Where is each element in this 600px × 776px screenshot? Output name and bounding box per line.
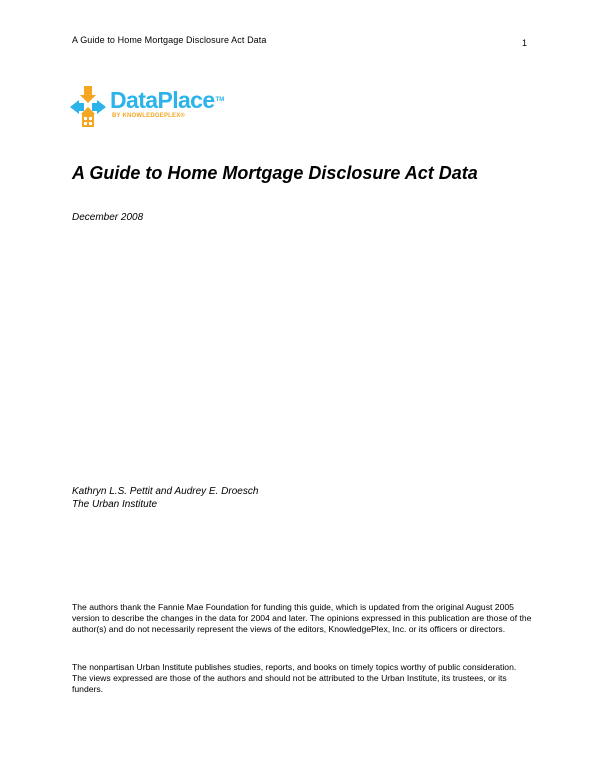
author-affiliation: The Urban Institute bbox=[72, 499, 158, 510]
document-title: A Guide to Home Mortgage Disclosure Act Data bbox=[72, 163, 478, 183]
author-block bbox=[72, 485, 258, 511]
dataplace-logo-icon bbox=[70, 86, 110, 128]
logo-tagline: BY KNOWLEDGEPLEX® bbox=[112, 113, 186, 119]
logo-trademark: TM bbox=[215, 97, 225, 103]
dataplace-logo bbox=[70, 86, 245, 130]
page-number: 1 bbox=[522, 38, 528, 48]
author-names: Kathryn L.S. Pettit and Audrey E. Droesch bbox=[72, 486, 259, 497]
disclaimer-paragraph: The nonpartisan Urban Institute publishes studies, reports, and books on timely topics worthy of public consideration. The views expressed are those of the authors and should not be attributed to the Urban Institute, its trustees, or its funders. bbox=[72, 662, 517, 694]
logo-wordmark-text: DataPlace bbox=[110, 87, 215, 113]
acknowledgment-paragraph: The authors thank the Fannie Mae Foundation for funding this guide, which is updated from the original August 2005 version to describe the changes in the data for 2004 and later. The opinions expressed in this publication are those of the author(s) and do not necessarily represent the views of the editors, KnowledgePlex, Inc. or its officers or directors. bbox=[72, 602, 532, 634]
logo-wordmark bbox=[110, 87, 224, 113]
document-date: December 2008 bbox=[72, 212, 144, 223]
running-header: A Guide to Home Mortgage Disclosure Act Data bbox=[72, 35, 267, 45]
